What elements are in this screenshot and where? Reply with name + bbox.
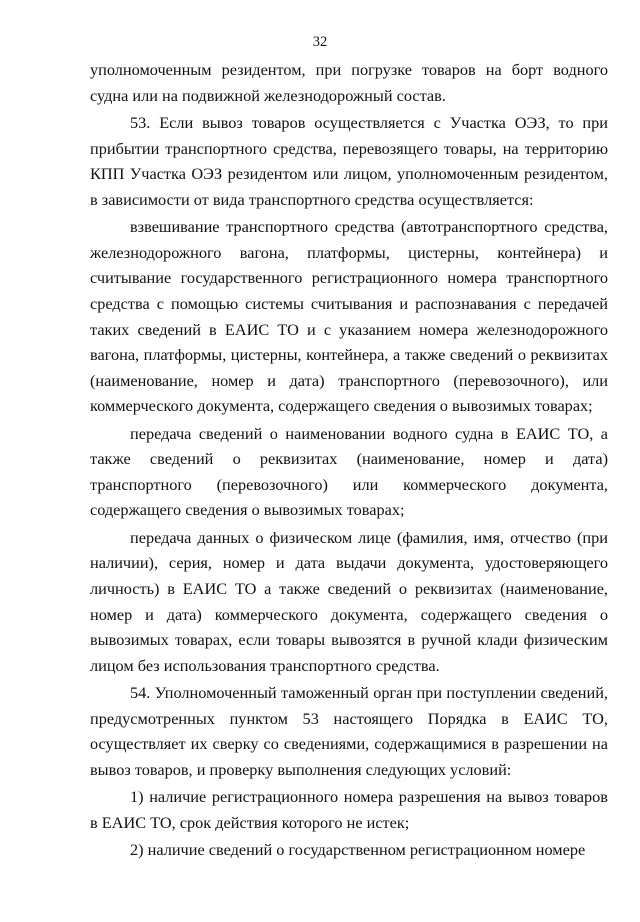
paragraph: 2) наличие сведений о государственном регистрационном номере	[130, 840, 586, 860]
paragraph: передача сведений о наименовании водного судна в ЕАИС ТО, а также сведений о реквизитах (наименование, номер и дата) транспортного (перевозочного) или коммерческого документа, содержащего сведения о вывозимых товарах;	[90, 423, 608, 520]
paragraph: уполномоченным резидентом, при погрузке товаров на борт водного судна или на подвижной железнодорожный состав.	[90, 60, 608, 105]
page-number: 32	[312, 34, 328, 50]
paragraph: передача данных о физическом лице (фамилия, имя, отчество (при наличии), серия, номер и дата выдачи документа, удостоверяющего личность) в ЕАИС ТО а также сведений о реквизитах (наименование, номер и дата) коммерческого документа, содержащего сведения о вывозимых товарах, если товары вывозятся в ручной клади физическим лицом без использования транспортного средства.	[90, 527, 608, 675]
paragraph: 53. Если вывоз товаров осуществляется с Участка ОЭЗ, то при прибытии транспортного средства, перевозящего товары, на территорию КПП Участка ОЭЗ резидентом или лицом, уполномоченным резидентом, в зависимости от вида транспортного средства осуществляется:	[90, 112, 608, 209]
paragraph: 54. Уполномоченный таможенный орган при поступлении сведений, предусмотренных пунктом 53 настоящего Порядка в ЕАИС ТО, осуществляет их сверку со сведениями, содержащимися в разрешении на вывоз товаров, и проверку выполнения следующих условий:	[90, 683, 608, 780]
paragraph: взвешивание транспортного средства (автотранспортного средства, железнодорожного вагона, платформы, цистерны, контейнера) и считывание государственного регистрационного номера транспортного средства с помощью системы считывания и распознавания с передачей таких сведений в ЕАИС ТО и с указанием номера железнодорожного вагона, платформы, цистерны, контейнера, а также сведений о реквизитах (наименование, номер и дата) транспортного (перевозочного), или коммерческого документа, содержащего сведения о вывозимых товарах;	[90, 217, 608, 416]
paragraph: 1) наличие регистрационного номера разрешения на вывоз товаров в ЕАИС ТО, срок действия которого не истек;	[90, 787, 608, 832]
document-body	[90, 57, 608, 865]
